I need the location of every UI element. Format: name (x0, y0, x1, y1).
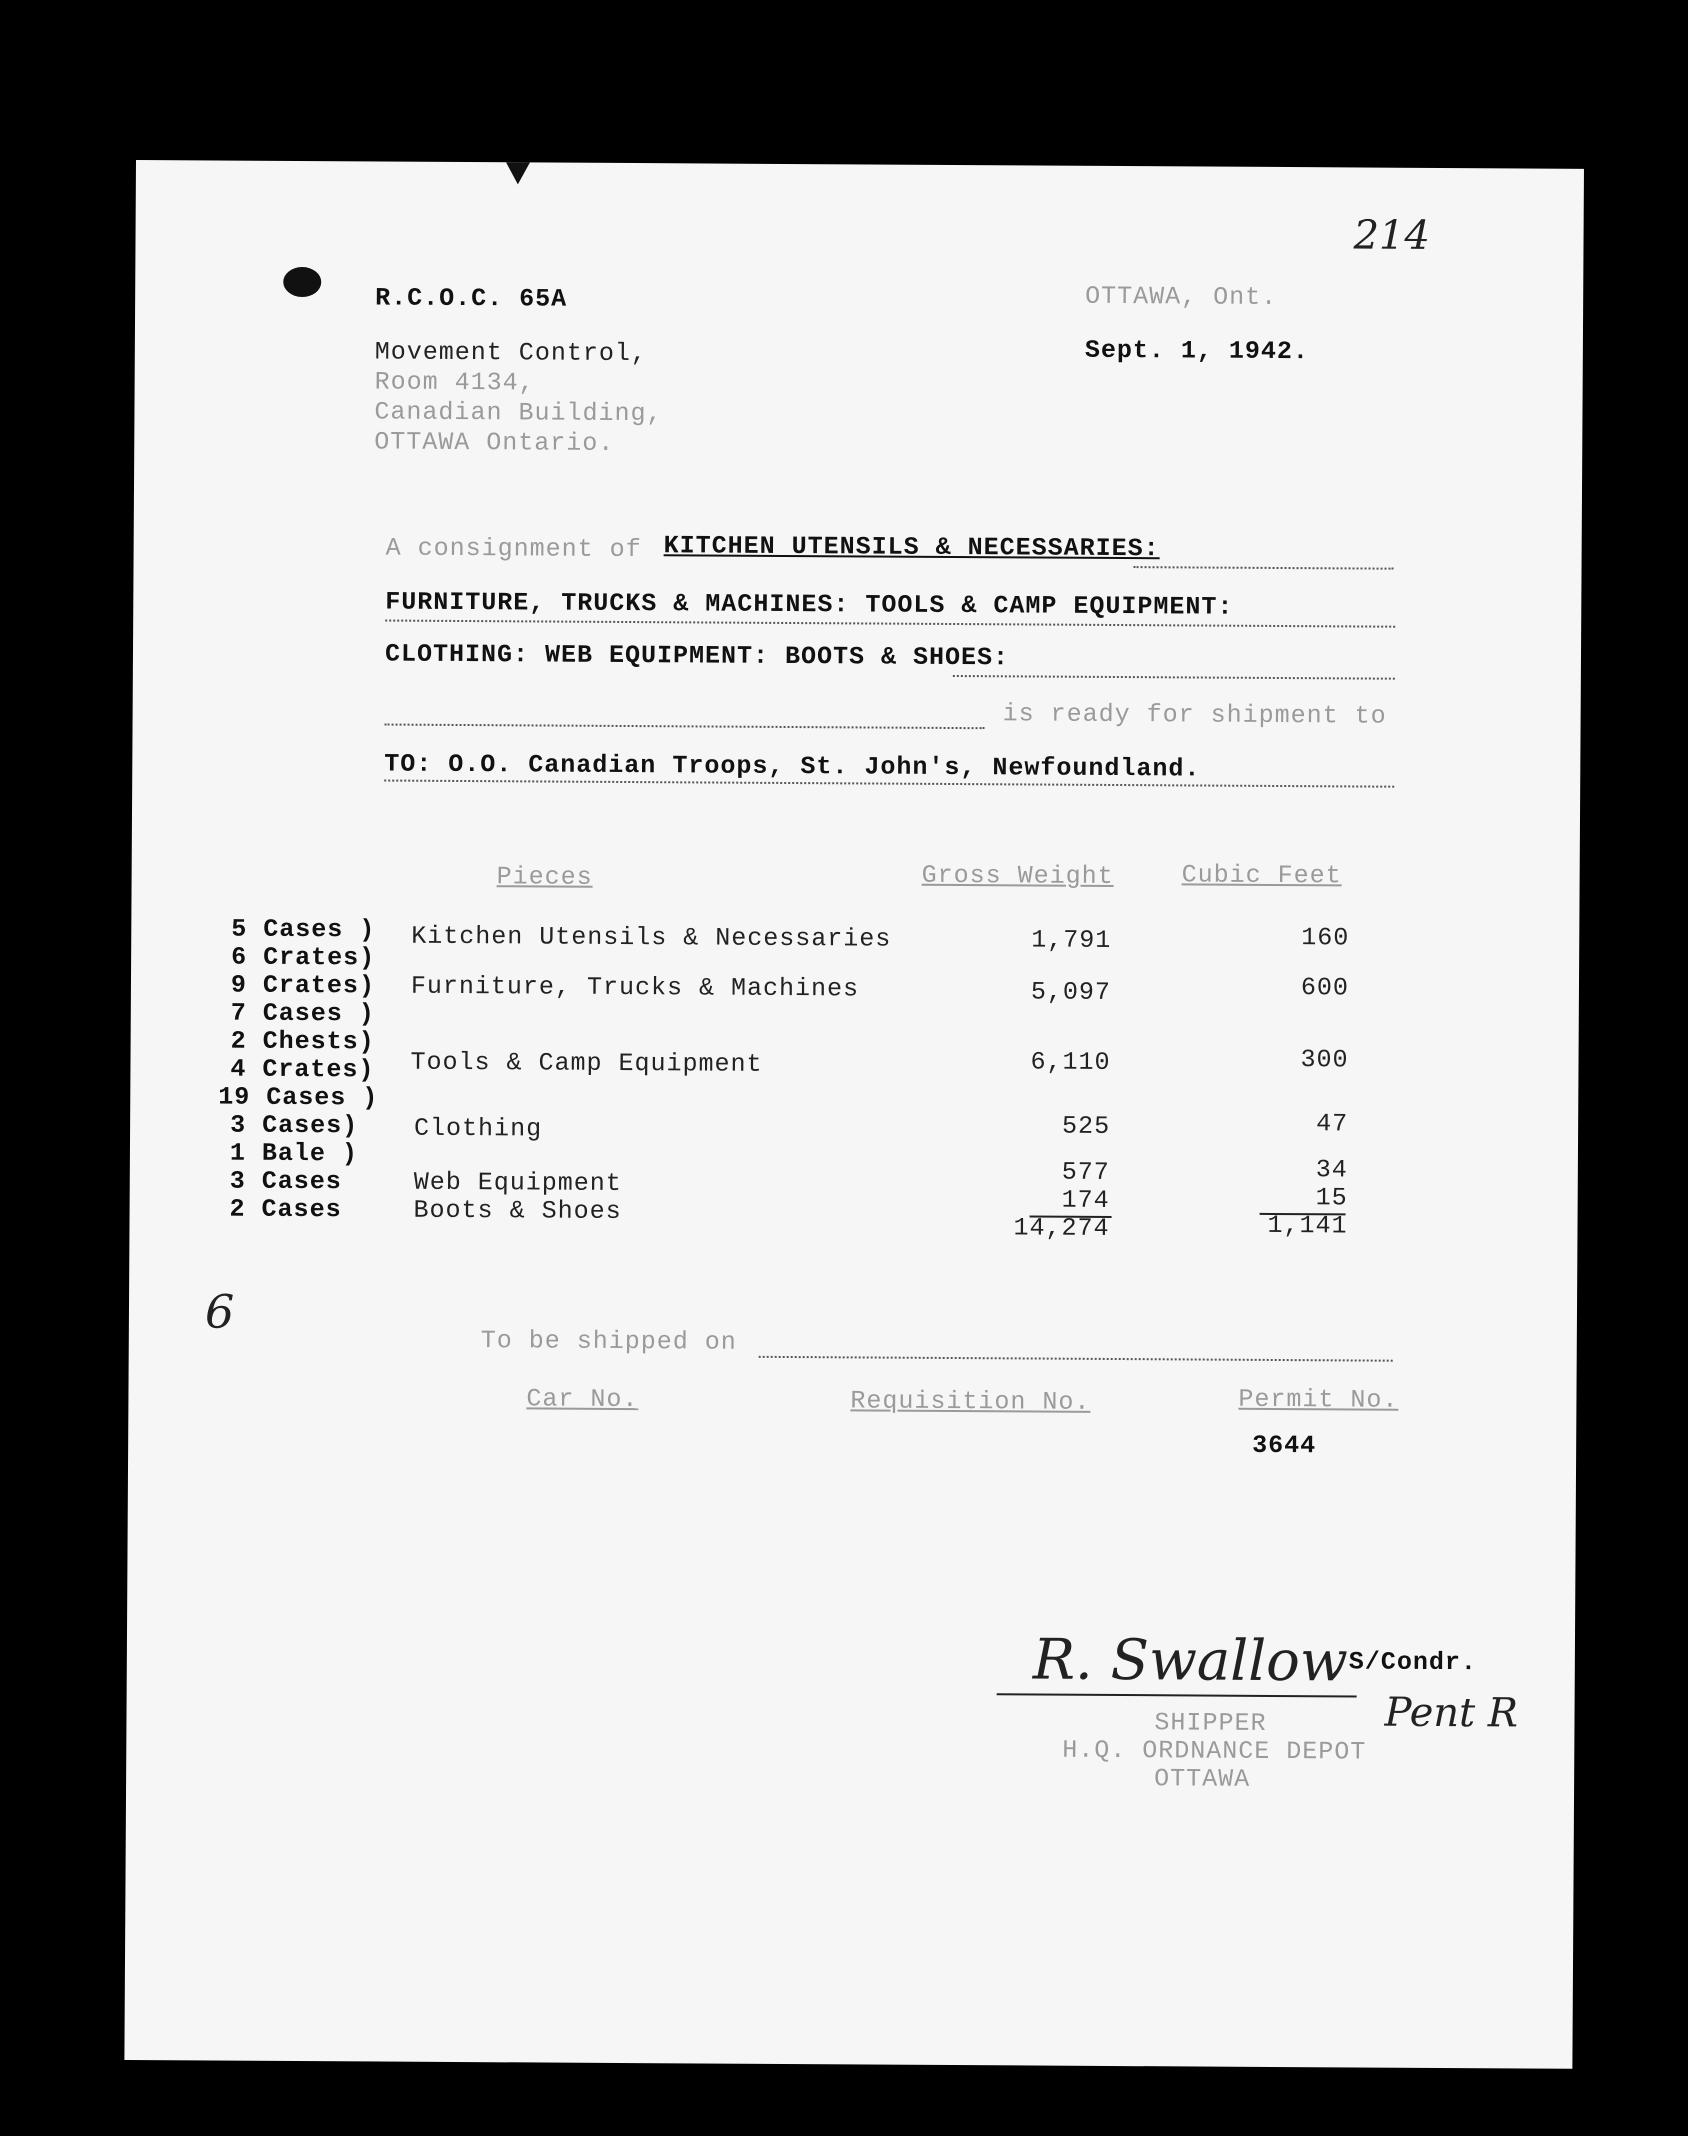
item-name: Furniture, Trucks & Machines (410, 971, 860, 1004)
date-text: Sept. 1, 1942. (1084, 335, 1309, 367)
header-cubic-feet: Cubic Feet (1181, 860, 1342, 891)
item-name: Clothing (414, 1113, 543, 1144)
consignment-intro: A consignment of (385, 533, 642, 565)
signature: R. Swallow (1032, 1627, 1348, 1695)
addressee-line-3: Canadian Building, (374, 397, 663, 429)
item-weight: 174 (1061, 1185, 1110, 1215)
package-line: 4 Crates) (230, 1054, 375, 1085)
total-cubic: 1,141 (1267, 1210, 1348, 1241)
item-name: Web Equipment (413, 1167, 622, 1198)
shipped-on-dotline (759, 1356, 1393, 1362)
document-sheet (124, 160, 1584, 2069)
initials: Pent R (1384, 1689, 1519, 1737)
item-cubic: 15 (1315, 1183, 1348, 1213)
item-cubic: 600 (1300, 973, 1350, 1003)
package-line: 19 Cases ) (218, 1082, 379, 1113)
consignment-dotline-3 (953, 675, 1395, 680)
to-be-shipped-label: To be shipped on (480, 1326, 737, 1357)
package-line: 6 Crates) (231, 942, 376, 973)
item-cubic: 34 (1315, 1155, 1348, 1185)
form-number: R.C.O.C. 65A (375, 283, 568, 314)
permit-no-label: Permit No. (1238, 1384, 1399, 1415)
addressee-line-1: Movement Control, (374, 337, 647, 369)
destination: TO: O.O. Canadian Troops, St. John's, Newfoundland. (384, 749, 1201, 784)
item-weight: 6,110 (1030, 1047, 1111, 1077)
item-name: Boots & Shoes (413, 1195, 622, 1226)
package-line: 3 Cases) (230, 1110, 359, 1141)
place-text: OTTAWA, Ont. (1085, 281, 1278, 312)
header-pieces: Pieces (496, 862, 593, 892)
item-name: Tools & Camp Equipment (410, 1047, 763, 1079)
shipper-line-3: OTTAWA (1154, 1764, 1251, 1794)
consignment-dotline-1 (1134, 566, 1394, 570)
consignment-line-3: CLOTHING: WEB EQUIPMENT: BOOTS & SHOES: (384, 639, 1010, 673)
consignment-dotline-2 (385, 620, 1395, 628)
item-weight: 577 (1061, 1157, 1110, 1187)
total-weight: 14,274 (1013, 1213, 1110, 1243)
margin-note: 6 (204, 1284, 235, 1339)
item-cubic: 300 (1300, 1045, 1349, 1075)
shipper-line-1: SHIPPER (1154, 1708, 1267, 1738)
item-cubic: 160 (1301, 923, 1350, 953)
car-no-label: Car No. (526, 1384, 639, 1415)
package-line: 5 Cases ) (231, 914, 376, 945)
ready-text: is ready for shipment to (1002, 699, 1387, 731)
item-weight: 525 (1062, 1111, 1111, 1141)
shipper-line-2: H.Q. ORDNANCE DEPOT (1062, 1735, 1367, 1767)
addressee-line-2: Room 4134, (374, 367, 535, 398)
package-line: 2 Chests) (230, 1026, 375, 1057)
package-line: 1 Bale ) (229, 1138, 359, 1169)
item-weight: 1,791 (1031, 925, 1112, 955)
staple-mark (506, 162, 530, 184)
permit-value: 3644 (1252, 1430, 1317, 1461)
consignment-line-1: KITCHEN UTENSILS & NECESSARIES: (663, 531, 1160, 564)
package-line: 7 Cases ) (230, 998, 375, 1029)
package-line: 2 Cases (229, 1194, 342, 1225)
consignment-line-2: FURNITURE, TRUCKS & MACHINES: TOOLS & CAMP EQUIPMENT: (385, 587, 1234, 622)
header-gross-weight: Gross Weight (921, 860, 1114, 891)
signature-title: S/Condr. (1348, 1647, 1477, 1678)
punch-hole-mark (283, 267, 321, 297)
consignment-dotline-4 (385, 724, 985, 730)
addressee-line-4: OTTAWA Ontario. (374, 427, 615, 458)
page-number: 214 (1353, 212, 1431, 259)
item-name: Kitchen Utensils & Necessaries (411, 921, 892, 954)
package-line: 3 Cases (229, 1166, 342, 1197)
item-cubic: 47 (1316, 1109, 1349, 1139)
item-weight: 5,097 (1030, 977, 1112, 1007)
package-line: 9 Crates) (230, 970, 376, 1001)
requisition-no-label: Requisition No. (850, 1386, 1091, 1417)
